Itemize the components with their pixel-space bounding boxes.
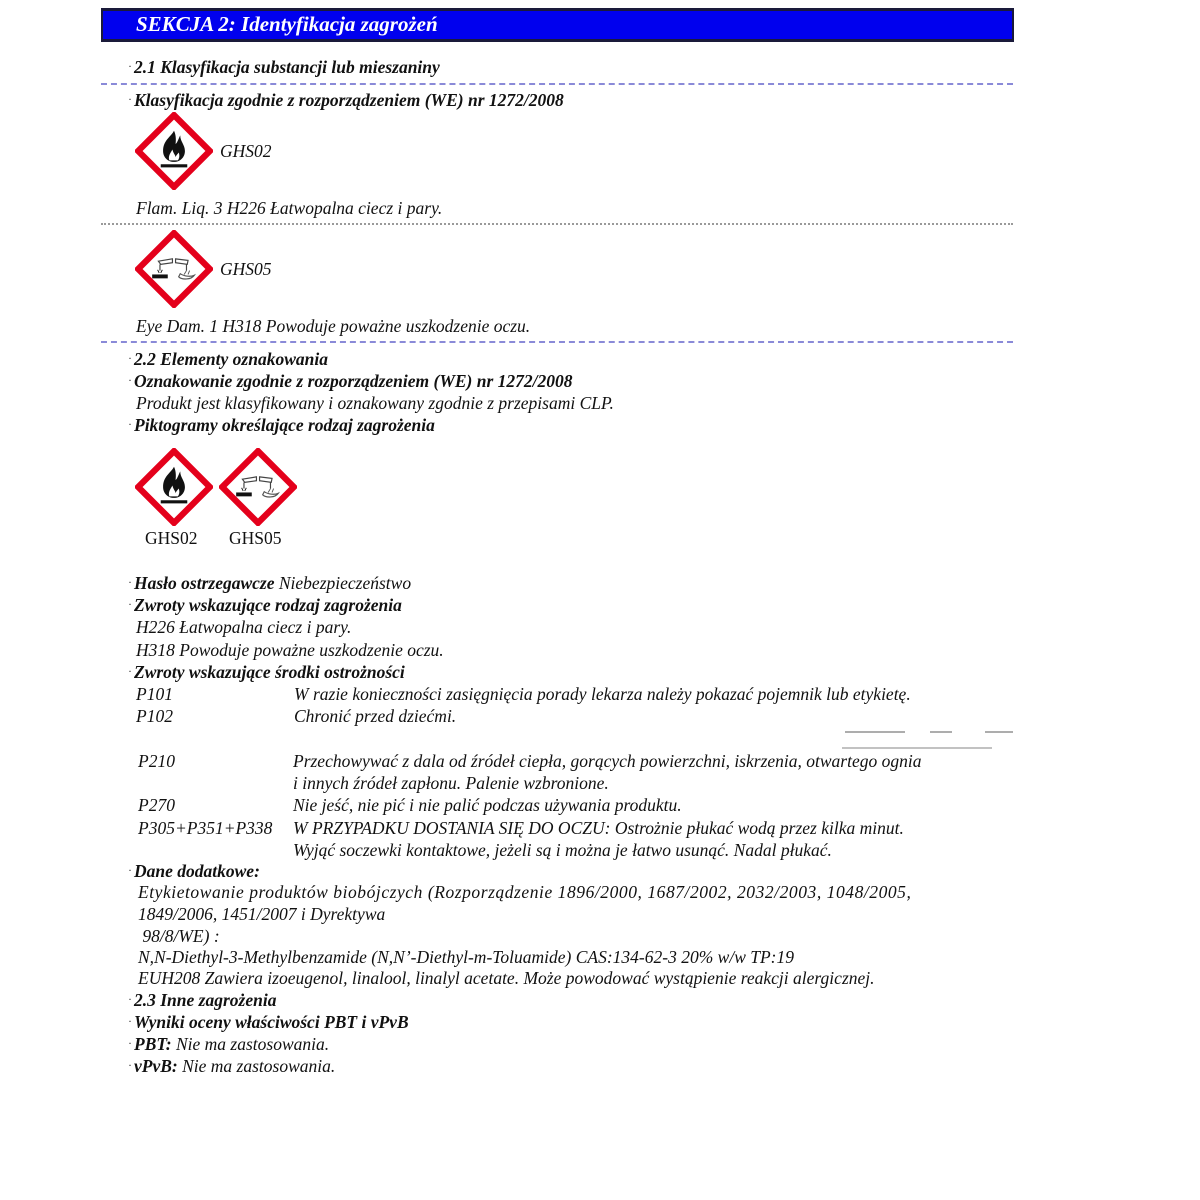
section-banner [101,8,1014,42]
p-statement: W PRZYPADKU DOSTANIA SIĘ DO OCZU: Ostrożnie płukać wodą przez kilka minut. [293,818,904,838]
p-statement: Przechowywać z dala od źródeł ciepła, gorących powierzchni, iskrzenia, otwartego ognia [293,751,922,771]
hazard-statements-heading: · Zwroty wskazujące rodzaj zagrożenia [128,595,402,615]
p-code: P305+P351+P338 [138,818,273,838]
heading-2-3-text: 2.3 Inne zagrożenia [134,990,277,1010]
heading-2-1: · 2.1 Klasyfikacja substancji lub mieszaniny [128,57,440,77]
signal-word: Niebezpieczeństwo [278,573,412,593]
corrosion-icon [219,448,297,526]
additional-line: Etykietowanie produktów biobójczych (Rozporządzenie 1896/2000, 1687/2002, 2032/2003, 1048/2005, [138,882,912,902]
heading-2-2-text: 2.2 Elementy oznakowania [134,349,328,369]
vpvb-label: vPvB: [134,1056,178,1076]
clipped-text-fragment [845,731,905,733]
pbt-heading: · Wyniki oceny właściwości PBT i vPvB [128,1012,409,1032]
p-statement: i innych źródeł zapłonu. Palenie wzbronione. [293,773,609,793]
dashed-divider [101,83,1013,85]
additional-line: EUH208 Zawiera izoeugenol, linalool, linalyl acetate. Może powodować wystąpienie reakcji alergicznej. [138,968,875,988]
signal-word-label: Hasło ostrzegawcze [134,573,275,593]
clipped-text-fragment [842,747,992,749]
dashed-divider [101,341,1013,343]
pbt-value: Nie ma zastosowania. [175,1034,330,1054]
additional-line: 98/8/WE) : [138,926,220,946]
labelling-heading-text: Oznakowanie zgodnie z rozporządzeniem (WE) nr 1272/2008 [134,371,573,391]
pictogram-label-ghs05: GHS05 [229,528,282,548]
pictogram-label-ghs02: GHS02 [145,528,198,548]
corrosion-icon [135,230,213,308]
heading-2-3: · 2.3 Inne zagrożenia [128,990,277,1010]
hazard-statement: H318 Powoduje poważne uszkodzenie oczu. [136,640,444,660]
p-statement: Nie jeść, nie pić i nie palić podczas używania produktu. [293,795,682,815]
labelling-heading: · Oznakowanie zgodnie z rozporządzeniem (WE) nr 1272/2008 [128,371,573,391]
hazard-statements-heading-text: Zwroty wskazujące rodzaj zagrożenia [134,595,402,615]
clipped-text-fragment [985,731,1013,733]
vpvb-row: · vPvB: Nie ma zastosowania. [128,1056,336,1076]
precautionary-heading: · Zwroty wskazujące środki ostrożności [128,662,405,682]
flame-icon [135,448,213,526]
precautionary-heading-text: Zwroty wskazujące środki ostrożności [134,662,405,682]
additional-heading: · Dane dodatkowe: [128,861,260,881]
p-statement: Chronić przed dziećmi. [294,706,457,726]
clipped-text-fragment [930,731,952,733]
labelling-text: Produkt jest klasyfikowany i oznakowany zgodnie z przepisami CLP. [136,393,614,413]
signal-word-row: · Hasło ostrzegawcze Niebezpieczeństwo [128,573,412,593]
classification-heading-text: Klasyfikacja zgodnie z rozporządzeniem (WE) nr 1272/2008 [134,90,564,110]
hazard-classification-flam: Flam. Liq. 3 H226 Łatwopalna ciecz i pary. [136,198,443,218]
pbt-heading-text: Wyniki oceny właściwości PBT i vPvB [134,1012,409,1032]
p-code: P270 [138,795,175,815]
pictograms-heading: · Piktogramy określające rodzaj zagrożenia [128,415,435,435]
classification-heading: · Klasyfikacja zgodnie z rozporządzeniem (WE) nr 1272/2008 [128,90,564,110]
hazard-classification-eye: Eye Dam. 1 H318 Powoduje poważne uszkodzenie oczu. [136,316,531,336]
p-statement: W razie konieczności zasięgnięcia porady lekarza należy pokazać pojemnik lub etykietę. [294,684,911,704]
pbt-row: · PBT: Nie ma zastosowania. [128,1034,330,1054]
pictogram-code-ghs05: GHS05 [220,259,272,279]
dotted-divider [101,223,1013,225]
pictograms-heading-text: Piktogramy określające rodzaj zagrożenia [134,415,435,435]
section-title: SEKCJA 2: Identyfikacja zagrożeń [136,12,438,36]
p-code: P210 [138,751,175,771]
additional-line: N,N-Diethyl-3-Methylbenzamide (N,N’-Diethyl-m-Toluamide) CAS:134-62-3 20% w/w TP:19 [138,947,794,967]
flame-icon [135,112,213,190]
additional-line: 1849/2006, 1451/2007 i Dyrektywa [138,904,386,924]
pictogram-code-ghs02: GHS02 [220,141,272,161]
pbt-label: PBT: [134,1034,172,1054]
p-statement: Wyjąć soczewki kontaktowe, jeżeli są i można je łatwo usunąć. Nadal płukać. [293,840,832,860]
p-code: P101 [136,684,173,704]
p-code: P102 [136,706,173,726]
vpvb-value: Nie ma zastosowania. [182,1056,336,1076]
heading-2-2: · 2.2 Elementy oznakowania [128,349,328,369]
hazard-statement: H226 Łatwopalna ciecz i pary. [136,617,352,637]
additional-heading-text: Dane dodatkowe: [134,861,260,881]
heading-2-1-text: 2.1 Klasyfikacja substancji lub mieszaniny [134,57,440,77]
